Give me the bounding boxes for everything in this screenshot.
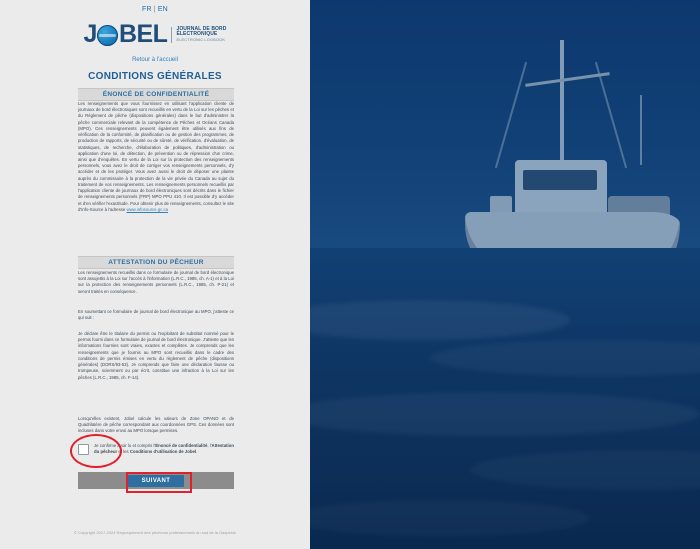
jobel-logo[interactable] — [0, 22, 310, 47]
logo-wordmark — [84, 22, 168, 47]
submit-bar — [78, 472, 234, 489]
logo-letters-bel: BEL — [118, 20, 168, 48]
lang-separator: | — [153, 6, 156, 13]
consent-label-bold-terms: Conditions d'utilisation de Jobel — [129, 449, 197, 455]
logo-tagline-line1: JOURNAL DE BORD — [176, 25, 227, 32]
next-button[interactable]: SUIVANT — [128, 475, 185, 487]
consent-label-bold-attestation: Attestation du pêcheur — [94, 443, 234, 455]
consent-label-mid2: et les — [117, 449, 130, 455]
attestation-heading: ATTESTATION DU PÊCHEUR — [78, 256, 234, 269]
attestation-paragraph-1: Les renseignements recueillis dans ce formulaire de journal de bord électronique sont assujettis à la Loi sur l'accès à l'information (L.R.C., 1985, ch. A-1) et à la Loi sur la protection des renseignements personnels (L.R.C., 1985, ch. P-21) et seront traités en conséquence. — [78, 270, 234, 294]
page-title: CONDITIONS GÉNÉRALES — [88, 71, 222, 82]
lang-en-link[interactable]: EN — [157, 6, 168, 13]
attestation-paragraph-2: En soumettant ce formulaire de journal de bord électronique au MPO, j'atteste ce qui suit : — [78, 309, 234, 321]
globe-icon — [97, 25, 118, 46]
consent-checkbox[interactable] — [78, 444, 89, 455]
privacy-statement-body — [78, 101, 234, 213]
lang-fr-link[interactable]: FR — [142, 6, 152, 13]
photo-blue-overlay — [310, 0, 700, 549]
infosource-link[interactable]: www.infosource.gc.ca — [126, 206, 169, 212]
logo-tagline-line3: ELECTRONIC LOGBOOK — [176, 37, 226, 43]
logo-tagline — [171, 27, 226, 43]
language-switcher — [0, 6, 310, 13]
logo-letter-j: J — [83, 20, 97, 48]
back-to-home-link[interactable]: Retour à l'accueil — [132, 57, 178, 63]
background-photo-panel — [310, 0, 700, 549]
attestation-paragraph-3: Je déclare être le titulaire du permis ou l'exploitant de substitut nommé pour le permis fourni dans ce formulaire de journal de bord électronique. J'atteste que les informations fournies sont vraies, exactes et complètes. Je comprends que les renseignements que je fournis au MPO sont recueillis dans le cadre des conditions de permis émises en vertu du règlement de pêche (dispositions générales) (DORS/93-53). Je comprends que faire une déclaration fausse ou trompeuse, sciemment ou par écrit, constitue une infraction à la Loi sur les pêches (L.R.C., 1985, ch. F-14). — [78, 331, 234, 380]
consent-label-suffix: . — [196, 449, 198, 455]
consent-label-bold-privacy: Énoncé de confidentialité — [155, 443, 208, 448]
footer-copyright: © Copyright 2017-2024 Regroupement des pêcheurs professionnels du sud de la Gaspésie — [74, 530, 236, 535]
consent-label-prefix: Je confirme avoir lu et compris l' — [94, 443, 156, 448]
logo-row — [84, 22, 227, 47]
consent-checkbox-row[interactable] — [78, 443, 234, 455]
consent-label-mid: , l' — [207, 443, 212, 448]
consent-checkbox-label — [94, 443, 234, 455]
privacy-statement-heading: ÉNONCÉ DE CONFIDENTIALITÉ — [78, 88, 234, 101]
content-column — [0, 0, 310, 549]
zone-calculation-note: Lorsqu'elles existent, Jobel calcule les valeurs de Zone OPANO et de Quadrilatère de pêche correspondant aux coordonnées GPS. Ces données sont incluses dans votre envoi au MPO lorsque permises. — [78, 416, 234, 434]
logo-globe-icon — [97, 23, 119, 47]
privacy-statement-text: Les renseignements que vous fournissez en utilisant l'application cliente de journaux de bord électroniques sont recueillis en vertu de la Loi sur les pêches et du Règlement de pêche (dispositions générales) dans le but d'administrer la pêche commerciale relevant de la compétence de Pêches et Océans Canada (MPO). Ces renseignements peuvent également être utilisés aux fins de vérification de la conformité, de planification ou de gestion des programmes, de production de rapports, de sécurité ou de sûreté, de vérification, d'évaluation, de statistiques, de recherche, d'élaboration de politiques, d'administration ou application d'une loi, de détection, de prévention ou de répression d'un crime, ainsi que d'enquêtes. En vertu de la Loi sur la protection des renseignements personnels, vous avez le droit de corriger vos renseignements personnels, d'y accéder et de les protéger. Vous avez aussi le droit de déposer une plainte auprès du commissaire à la protection de la vie privée du Canada au sujet du traitement de vos renseignements. Les renseignements personnels recueillis par l'application cliente de journaux de bord électroniques sont décrits dans le fichier de renseignements personnels (FRP) MPO PPU 410. Il est possible d'y accéder et d'en vérifier l'exactitude. Pour obtenir plus de renseignements, consultez le site d'Info-Source à l'adresse — [78, 101, 234, 212]
logo-tagline-line2: ÉLECTRONIQUE — [176, 31, 218, 38]
